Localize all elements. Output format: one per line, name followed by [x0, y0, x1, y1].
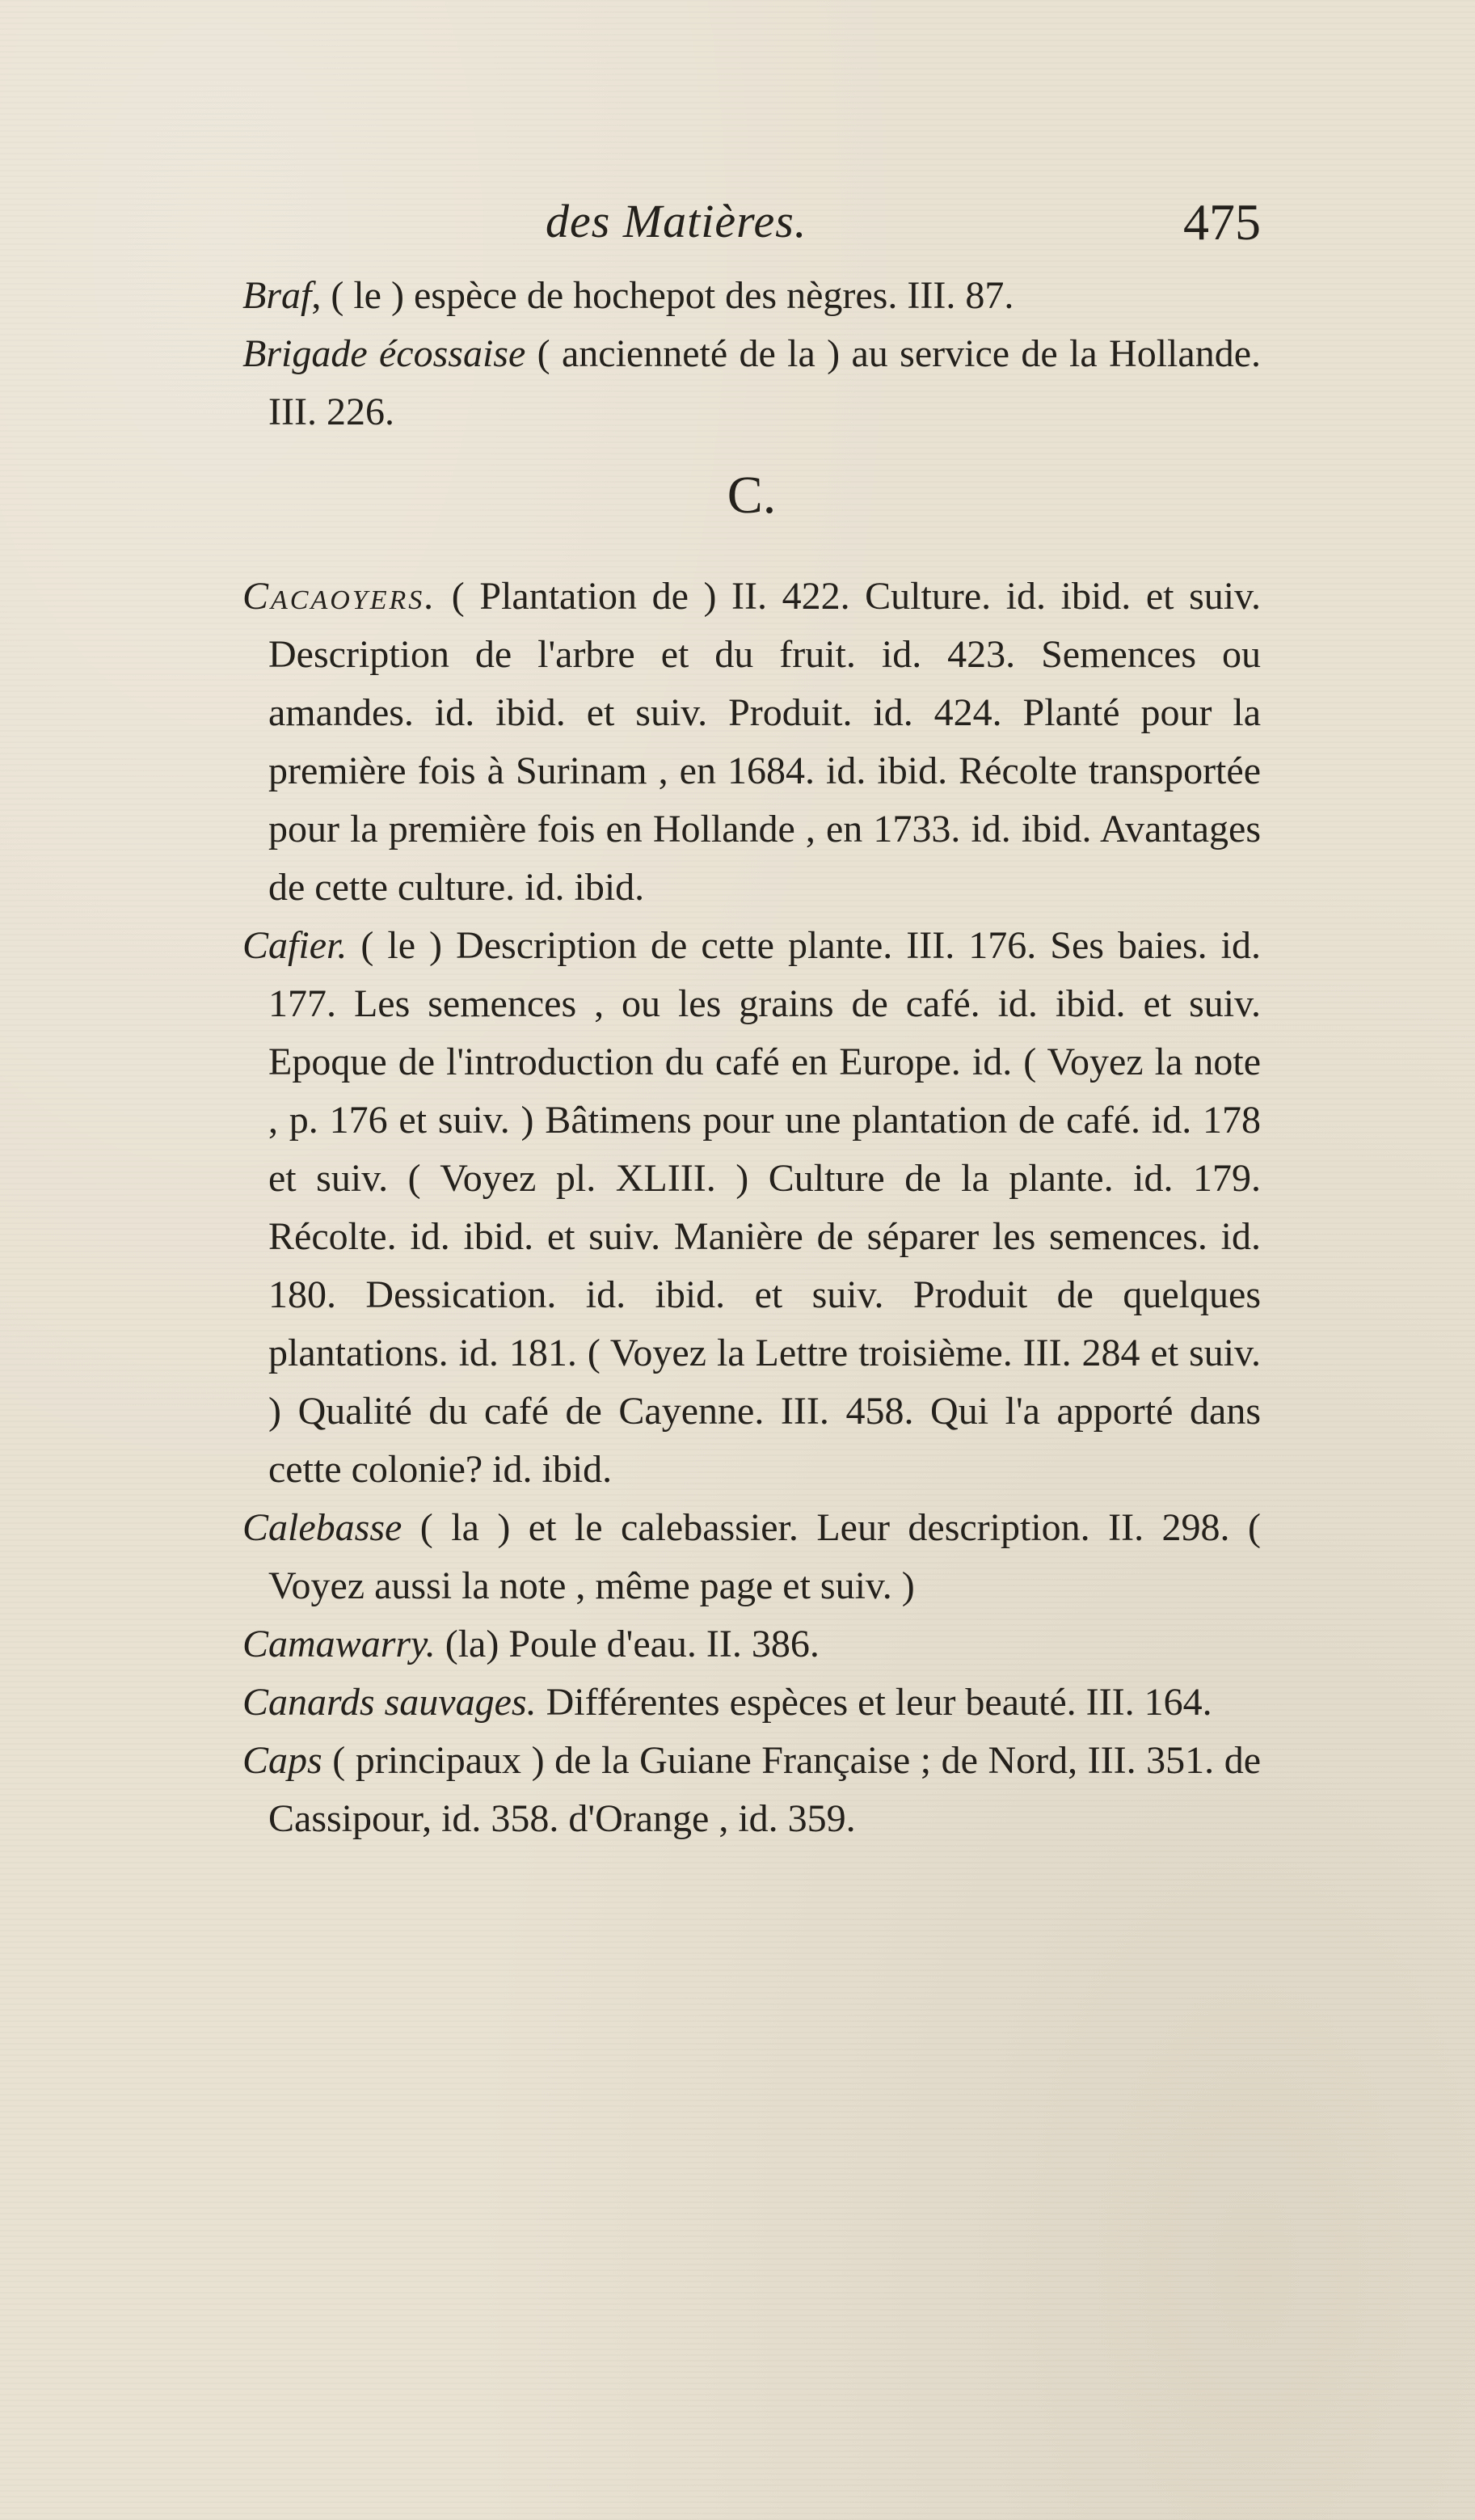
entry-text: ( principaux ) de la Guiane Française ; de Nord, III. 351. de Cassipour, id. 358. d'Orange , id. 359.	[268, 1739, 1261, 1840]
entry-text: ( le ) Description de cette plante. III. 176. Ses baies. id. 177. Les semences , ou les grains de café. id. ibid. et suiv. Epoque de l'introduction du café en Europe. id. ( Voyez la note , p. 176 et suiv. ) Bâtimens pour une plantation de café. id. 178 et suiv. ( Voyez pl. XLIII. ) Culture de la plante. id. 179. Récolte. id. ibid. et suiv. Manière de séparer les semences. id. 180. Dessication. id. ibid. et suiv. Produit de quelques plantations. id. 181. ( Voyez la Lettre troisième. III. 284 et suiv. ) Qualité du café de Cayenne. III. 458. Qui l'a apporté dans cette colonie? id. ibid.	[268, 924, 1261, 1491]
index-entry-calebasse	[242, 1499, 1261, 1615]
entry-headword: Cafier.	[242, 924, 348, 967]
entry-headword: Brigade écossaise	[242, 332, 526, 375]
index-entry-braf	[242, 267, 1261, 325]
index-content	[242, 267, 1261, 1848]
entry-text: ( Plantation de ) II. 422. Culture. id. ibid. et suiv. Description de l'arbre et du fruit. id. 423. Semences ou amandes. id. ibid. et suiv. Produit. id. 424. Planté pour la première fois à Surinam , en 1684. id. ibid. Récolte transportée pour la première fois en Hollande , en 1733. id. ibid. Avantages de cette culture. id. ibid.	[268, 575, 1261, 909]
entry-headword: Cacaoyers.	[242, 575, 437, 618]
index-entry-caps	[242, 1732, 1261, 1848]
index-entry-brigade	[242, 325, 1261, 441]
page-number: 475	[1183, 193, 1261, 251]
entry-headword: Calebasse	[242, 1506, 402, 1549]
index-entry-canards	[242, 1674, 1261, 1732]
entry-text: (la) Poule d'eau. II. 386.	[435, 1623, 820, 1665]
entry-headword: Canards sauvages.	[242, 1681, 537, 1724]
index-entry-cafier	[242, 917, 1261, 1499]
entry-headword: Caps	[242, 1739, 322, 1782]
entry-text: Différentes espèces et leur beauté. III. 164.	[536, 1681, 1212, 1724]
entry-text: , ( le ) espèce de hochepot des nègres. III. 87.	[311, 274, 1014, 317]
running-title: des Matières.	[546, 195, 807, 247]
entry-headword: Camawarry.	[242, 1623, 436, 1665]
index-entry-camawarry	[242, 1615, 1261, 1674]
entry-headword: Braf	[242, 274, 312, 317]
section-letter: C.	[727, 466, 777, 525]
index-entry-cacaoyers	[242, 568, 1261, 917]
entry-text: ( la ) et le calebassier. Leur description. II. 298. ( Voyez aussi la note , même page et suiv. )	[268, 1506, 1261, 1607]
page-header	[242, 186, 1261, 259]
entry-text: ( ancienneté de la ) au service de la Hollande. III. 226.	[268, 332, 1261, 433]
